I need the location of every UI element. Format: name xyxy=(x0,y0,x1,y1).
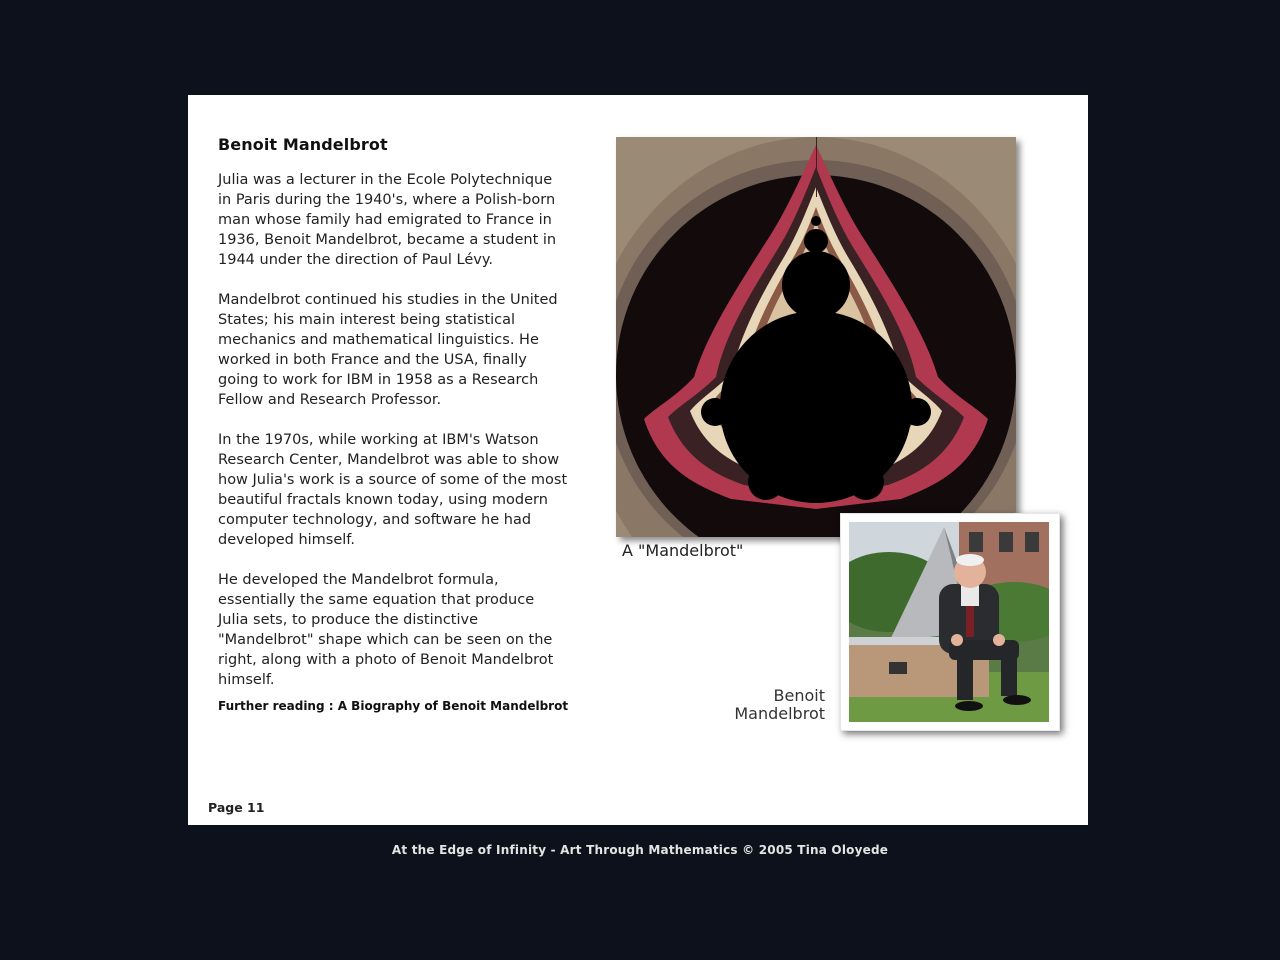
mandelbrot-image xyxy=(616,137,1016,537)
portrait-graphic xyxy=(849,522,1049,722)
photo-caption-line2: Mandelbrot xyxy=(734,704,825,723)
paragraph-1: Julia was a lecturer in the Ecole Polytechnique in Paris during the 1940's, where a Polish-born man whose family had emigrated to France in 1936, Benoit Mandelbrot, became a student in 1944 under the direction of Paul Lévy. xyxy=(218,172,557,268)
page-number: Page 11 xyxy=(208,800,265,815)
paragraph-3: In the 1970s, while working at IBM's Watson Research Center, Mandelbrot was able to show how Julia's work is a source of some of the most beautiful fractals known today, using modern computer technology, and software he had developed himself. xyxy=(218,432,568,548)
further-reading-link[interactable]: Further reading : A Biography of Benoit Mandelbrot xyxy=(218,699,569,713)
photo-caption xyxy=(704,687,825,723)
site-footer: At the Edge of Infinity - Art Through Mathematics © 2005 Tina Oloyede xyxy=(391,843,889,857)
content-page xyxy=(188,95,1088,825)
fractal-caption: A "Mandelbrot" xyxy=(622,541,744,560)
benoit-mandelbrot-photo xyxy=(840,513,1060,731)
mandelbrot-fractal-graphic xyxy=(616,137,1016,537)
paragraph-2: Mandelbrot continued his studies in the United States; his main interest being statistical mechanics and mathematical linguistics. He worked in both France and the USA, finally going to work for IBM in 1958 as a Research Fellow and Research Professor. xyxy=(218,292,558,408)
page-title: Benoit Mandelbrot xyxy=(218,135,388,154)
paragraph-4: He developed the Mandelbrot formula, essentially the same equation that produce Julia sets, to produce the distinctive "Mandelbrot" shape which can be seen on the right, along with a photo of Benoit Mandelbrot himself. xyxy=(218,572,554,688)
photo-caption-line1: Benoit xyxy=(773,686,825,705)
article-body xyxy=(218,170,568,710)
